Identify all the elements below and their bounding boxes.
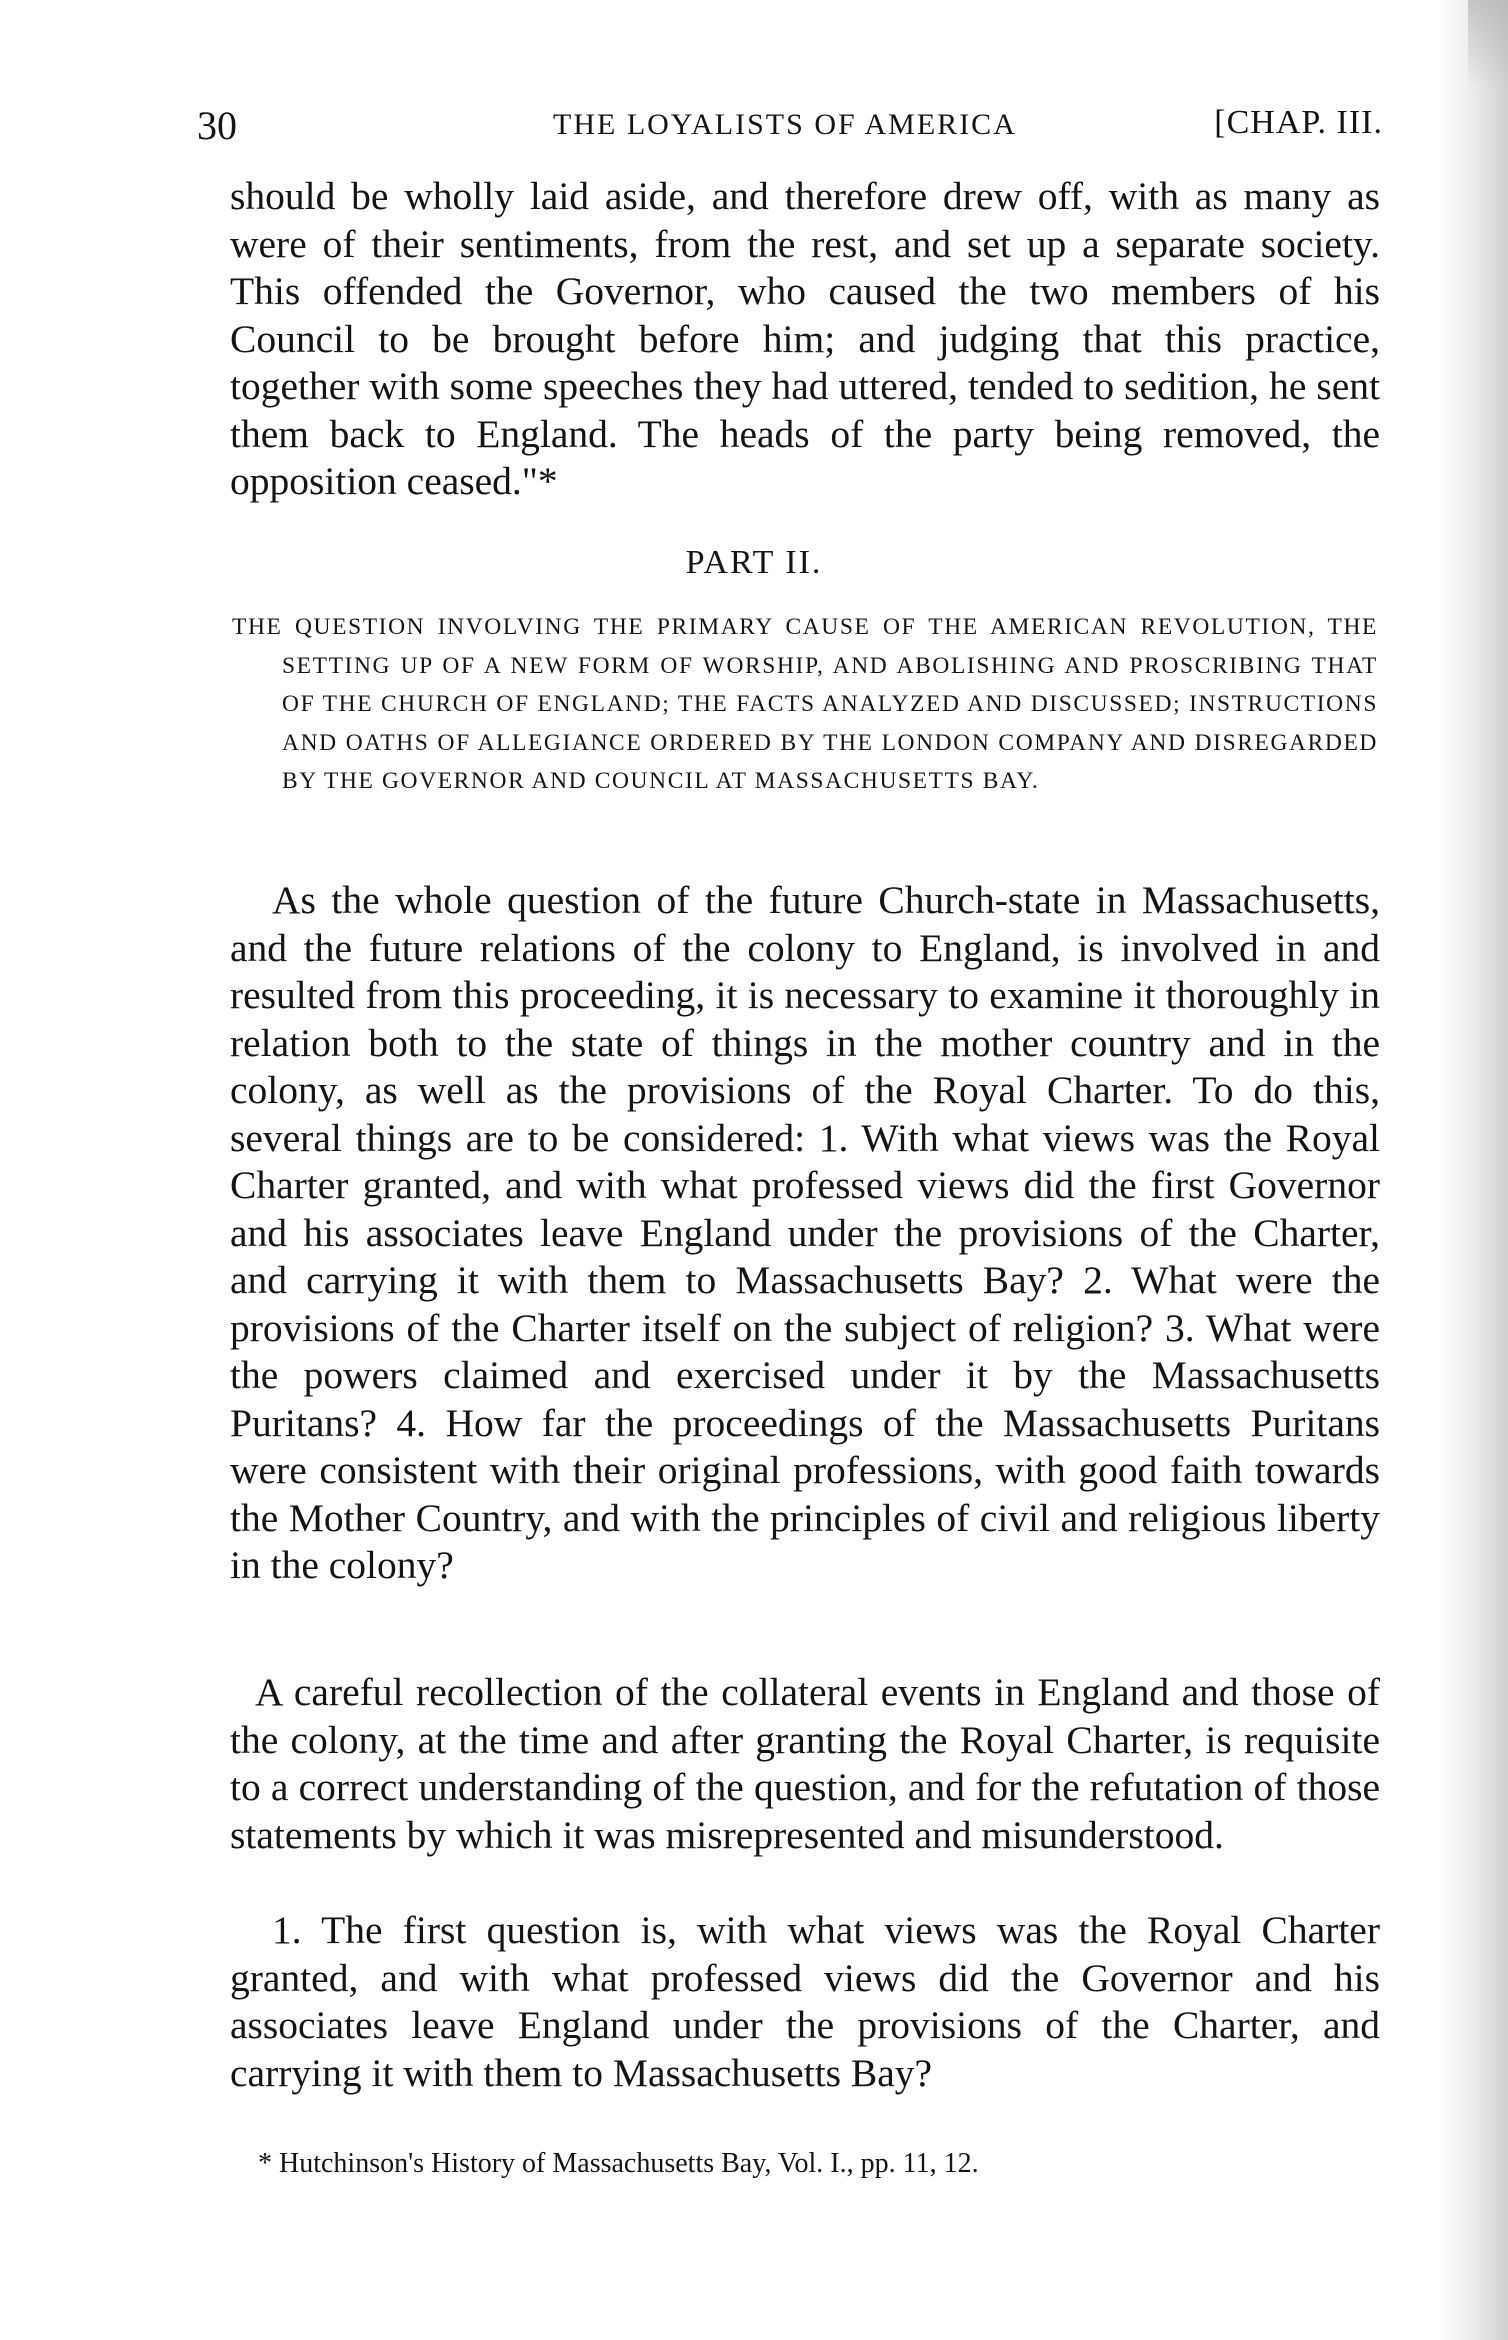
- paragraph-3: 1. The first question is, with what views was the Royal Charter granted, and with what professed views did the Governor and his associates leave England under the provisions of the Charter, and carrying it with them to Massachusetts Bay?: [230, 1908, 1380, 2095]
- chapter-label: [CHAP. III.: [1214, 104, 1383, 141]
- paragraph-1: As the whole question of the future Church-state in Massachusetts, and the future relations of the colony to England, is involved in and resulted from this proceeding, it is necessary to examine it thoroughly in relation both to the state of things in the mother country and in the colony, as well as the provisions of the Royal Charter. To do this, several things are to be considered: 1. With what views was the Royal Charter granted, and with what professed views did the first Governor and his associates leave England under the provisions of the Charter, and carrying it with them to Massachusetts Bay? 2. What were the provisions of the Charter itself on the subject of religion? 3. What were the powers claimed and exercised under it by the Massachusetts Puritans? 4. How far the proceedings of the Massachusetts Puritans were consistent with their original professions, with good faith towards the Mother Country, and with the principles of civil and religious liberty in the colony?: [230, 878, 1380, 1587]
- scan-edge-shadow: [1438, 0, 1508, 2340]
- scan-corner-shadow: [1468, 0, 1508, 90]
- running-head: [197, 102, 1383, 150]
- footnote: * Hutchinson's History of Massachusetts Bay, Vol. I., pp. 11, 12.: [258, 2148, 979, 2179]
- part-heading: PART II.: [685, 544, 823, 581]
- paragraph-2: A careful recollection of the collateral events in England and those of the colony, at the time and after granting the Royal Charter, is requisite to a correct understanding of the question, and for the refutation of those statements by which it was misrepresented and misunderstood.: [230, 1670, 1380, 1857]
- page-number: 30: [197, 103, 237, 148]
- continuation-paragraph: should be wholly laid aside, and therefore drew off, with as many as were of their sentiments, from the rest, and set up a separate society. This offended the Governor, who caused the two members of his Council to be brought before him; and judging that this practice, together with some speeches they had uttered, tended to sedition, he sent them back to England. The heads of the party being removed, the opposition ceased."*: [230, 174, 1380, 503]
- part-summary: THE QUESTION INVOLVING THE PRIMARY CAUSE OF THE AMERICAN REVOLUTION, THE SETTING UP OF A NEW FORM OF WORSHIP, AND ABOLISHING AND PROSCRIBING THAT OF THE CHURCH OF ENGLAND; THE FACTS ANALYZED AND DISCUSSED; INSTRUCTIONS AND OATHS OF ALLEGIANCE ORDERED BY THE LONDON COMPANY AND DISREGARDED BY THE GOVERNOR AND COUNCIL AT MASSACHUSETTS BAY.: [232, 614, 1378, 794]
- running-title: THE LOYALISTS OF AMERICA: [553, 108, 1017, 141]
